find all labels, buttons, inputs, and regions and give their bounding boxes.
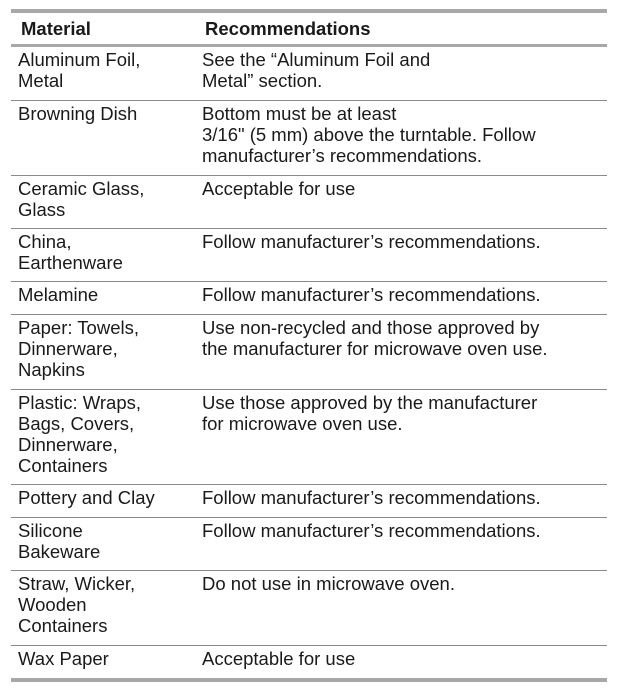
recommendation-cell: Follow manufacturer’s recommendations. bbox=[202, 231, 541, 252]
material-cell: Plastic: Wraps, Bags, Covers, Dinnerware, Containers bbox=[18, 392, 142, 476]
material-cell: Pottery and Clay bbox=[18, 487, 155, 508]
material-cell: Wax Paper bbox=[18, 648, 109, 669]
table-row bbox=[11, 645, 607, 678]
recommendation-cell: Follow manufacturer’s recommendations. bbox=[202, 487, 541, 508]
table-row bbox=[11, 100, 607, 175]
table-row bbox=[11, 228, 607, 281]
table-row bbox=[11, 281, 607, 314]
header-recommendations: Recommendations bbox=[205, 17, 371, 39]
recommendation-cell: See the “Aluminum Foil and Metal” section. bbox=[202, 49, 431, 91]
recommendation-cell: Follow manufacturer’s recommendations. bbox=[202, 520, 541, 541]
table-row bbox=[11, 314, 607, 389]
material-cell: Browning Dish bbox=[18, 103, 138, 124]
table-bottom-rule bbox=[11, 678, 607, 682]
recommendation-cell: Acceptable for use bbox=[202, 178, 356, 199]
recommendation-cell: Use those approved by the manufacturer for microwave oven use. bbox=[202, 392, 538, 434]
material-cell: Straw, Wicker, Wooden Containers bbox=[18, 573, 136, 636]
table-header-row bbox=[11, 13, 607, 44]
table-row bbox=[11, 175, 607, 228]
material-cell: Ceramic Glass, Glass bbox=[18, 178, 145, 220]
recommendation-cell: Follow manufacturer’s recommendations. bbox=[202, 284, 541, 305]
header-material: Material bbox=[21, 17, 91, 39]
table-row bbox=[11, 389, 607, 484]
recommendation-cell: Acceptable for use bbox=[202, 648, 356, 669]
recommendation-cell: Bottom must be at least 3/16" (5 mm) above the turntable. Follow manufacturer’s recommendations. bbox=[202, 103, 536, 166]
material-cell: Melamine bbox=[18, 284, 99, 305]
material-cell: China, Earthenware bbox=[18, 231, 123, 273]
table-row bbox=[11, 517, 607, 570]
material-cell: Aluminum Foil, Metal bbox=[18, 49, 141, 91]
recommendation-cell: Do not use in microwave oven. bbox=[202, 573, 455, 594]
table-row bbox=[11, 484, 607, 517]
table-row bbox=[11, 570, 607, 645]
material-cell: Paper: Towels, Dinnerware, Napkins bbox=[18, 317, 139, 380]
recommendation-cell: Use non-recycled and those approved by the manufacturer for microwave oven use. bbox=[202, 317, 548, 359]
material-cell: Silicone Bakeware bbox=[18, 520, 101, 562]
table-body bbox=[11, 47, 607, 678]
table-row bbox=[11, 47, 607, 100]
materials-table bbox=[11, 9, 607, 682]
